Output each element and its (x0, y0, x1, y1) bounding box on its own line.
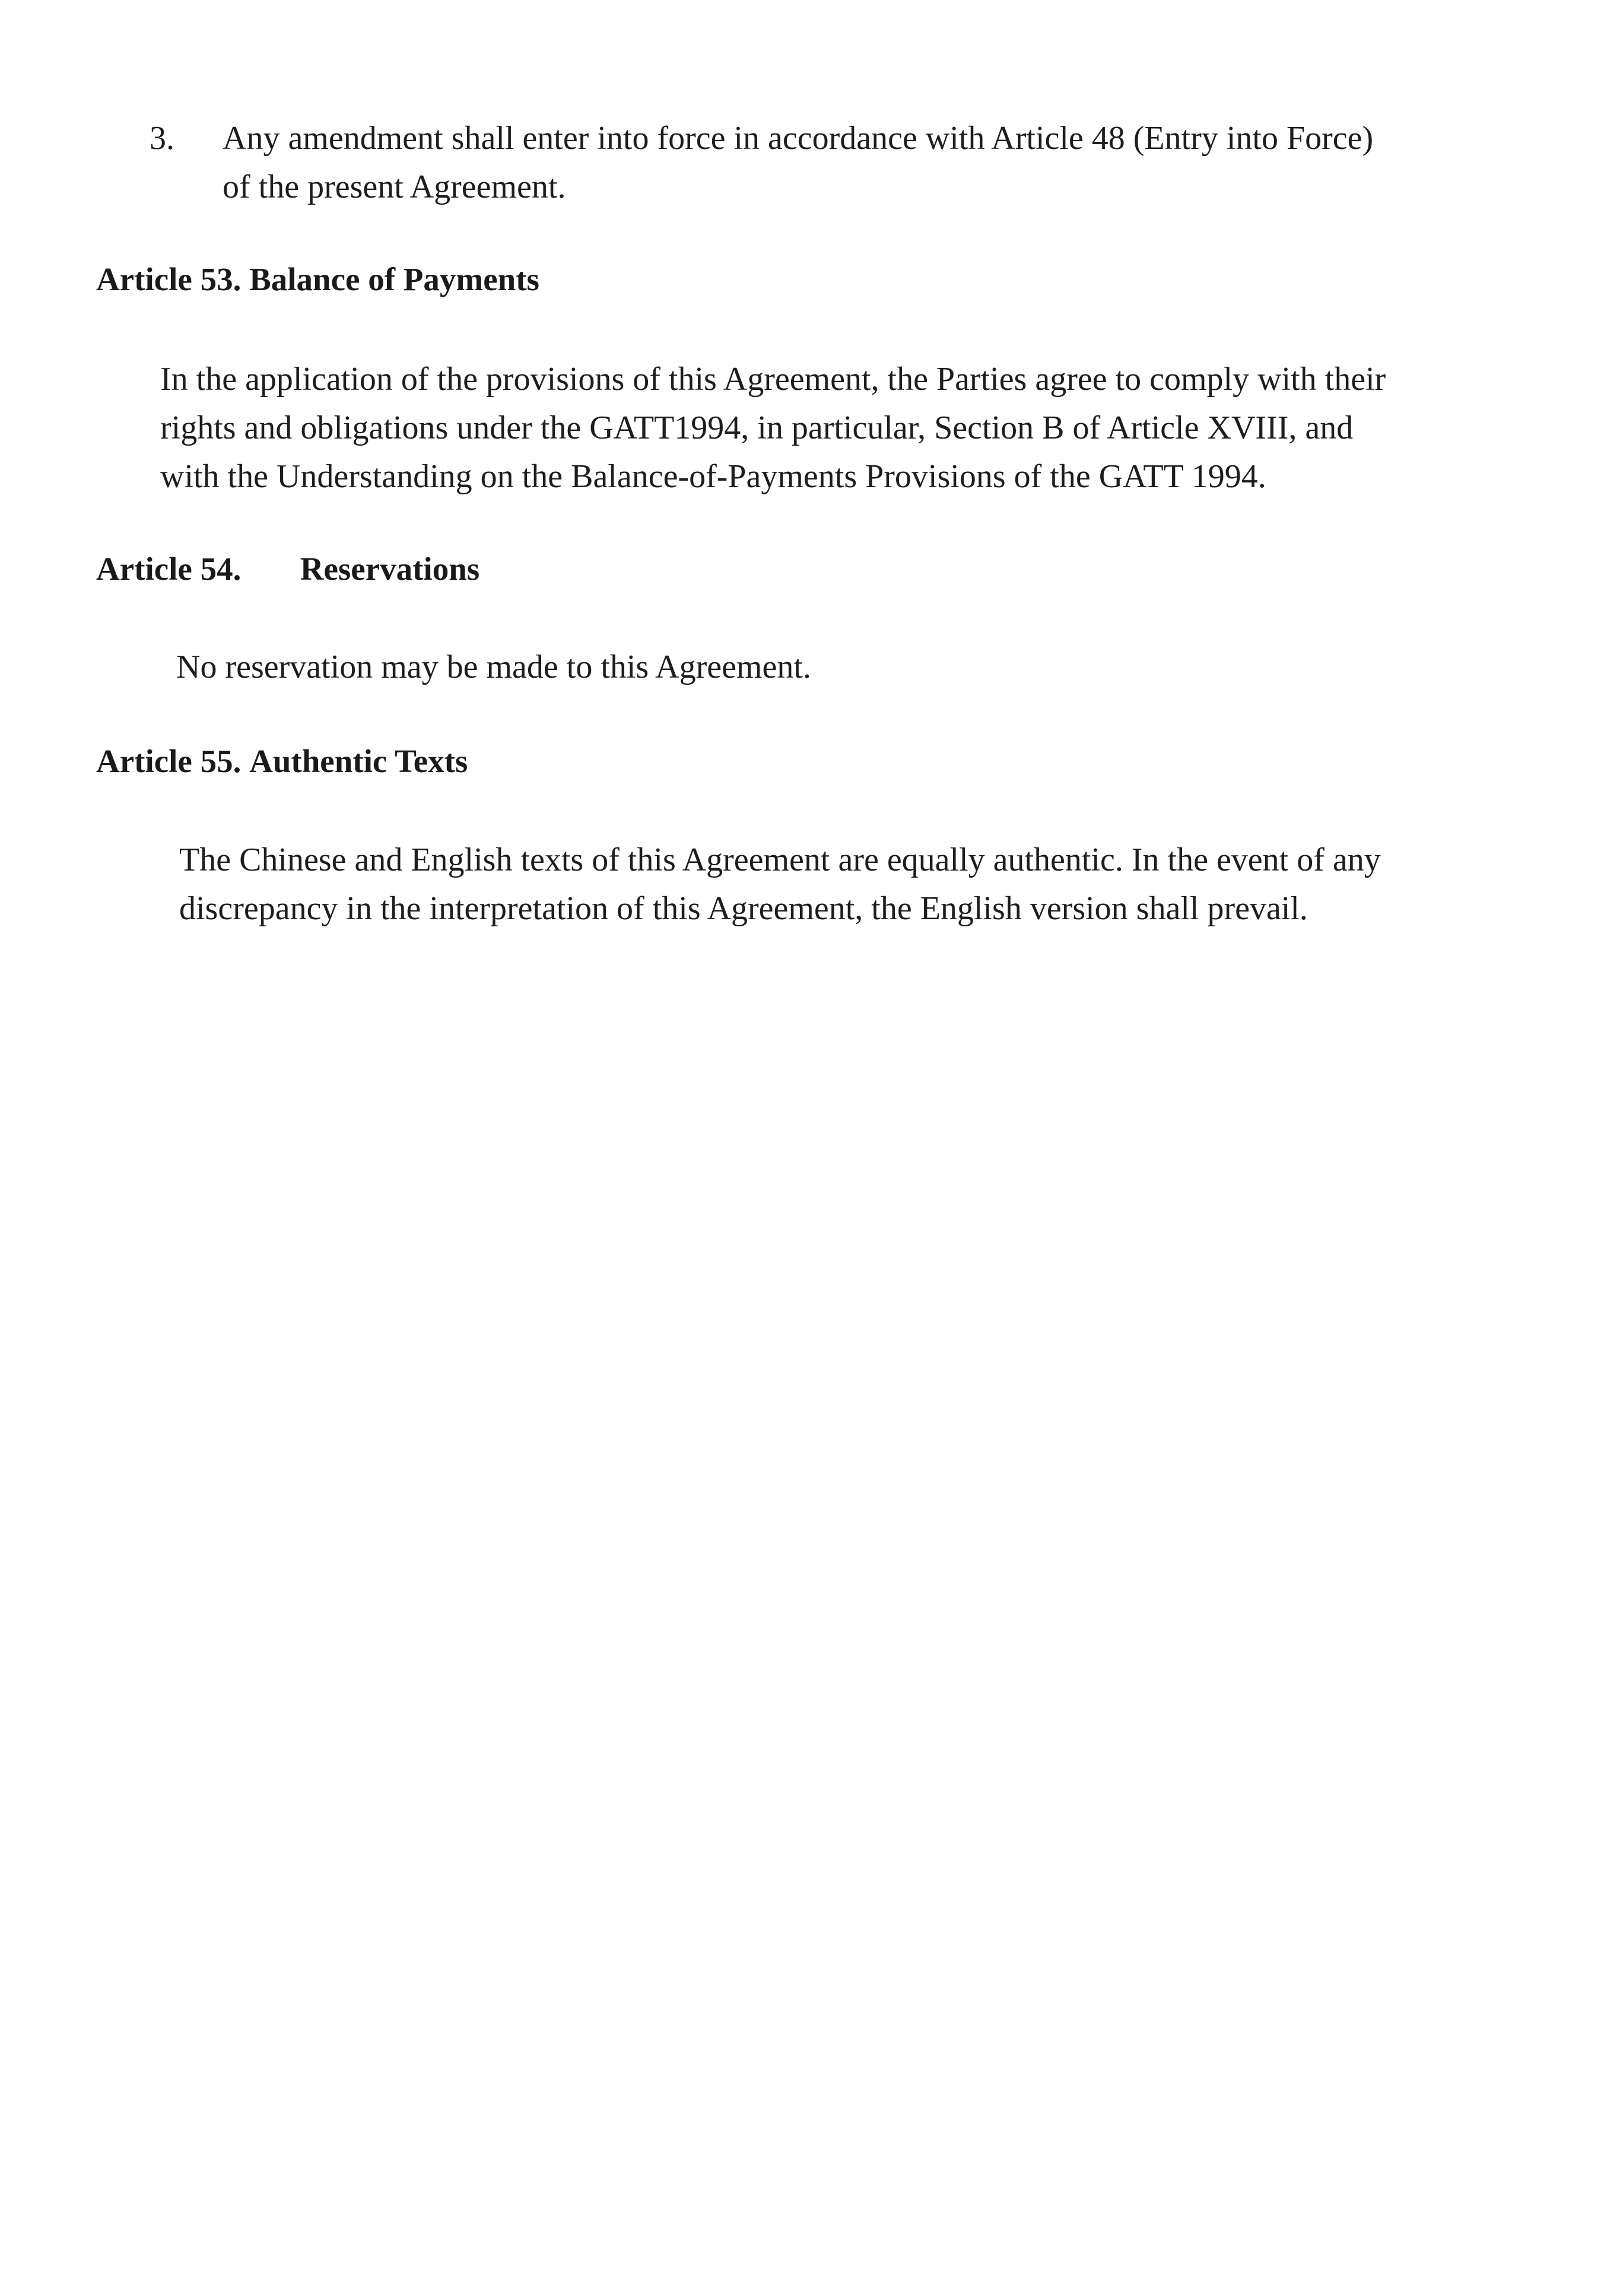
article-53-line-3: with the Understanding on the Balance-of-Payments Provisions of the GATT 1994. (160, 458, 1266, 495)
article-55-line-2: discrepancy in the interpretation of this Agreement, the English version shall prevail. (179, 890, 1308, 927)
article-55-line-1: The Chinese and English texts of this Agreement are equally authentic. In the event of any (179, 841, 1381, 878)
clause-3-text (223, 114, 1373, 211)
article-54-heading (96, 545, 479, 593)
article-53-heading (96, 255, 539, 304)
article-55-title: Authentic Texts (249, 743, 468, 779)
article-55-label: Article 55. (96, 743, 242, 779)
article-53-line-1: In the application of the provisions of this Agreement, the Parties agree to comply with their (160, 361, 1386, 398)
clause-3-number: 3. (150, 120, 174, 157)
clause-3-line-2: of the present Agreement. (223, 169, 566, 205)
article-55-paragraph (179, 836, 1381, 933)
article-53-title: Balance of Payments (249, 261, 539, 297)
article-55-heading (96, 737, 468, 786)
article-54-paragraph (176, 643, 811, 691)
article-54-title: Reservations (300, 551, 480, 587)
article-54-label: Article 54. (96, 551, 242, 587)
article-53-label: Article 53. (96, 261, 242, 297)
article-53-line-2: rights and obligations under the GATT1994, in particular, Section B of Article XVIII, and (160, 409, 1354, 446)
article-54-line-1: No reservation may be made to this Agreement. (176, 649, 811, 685)
clause-3-line-1: Any amendment shall enter into force in accordance with Article 48 (Entry into Force) (223, 120, 1374, 157)
article-53-paragraph (160, 355, 1386, 501)
